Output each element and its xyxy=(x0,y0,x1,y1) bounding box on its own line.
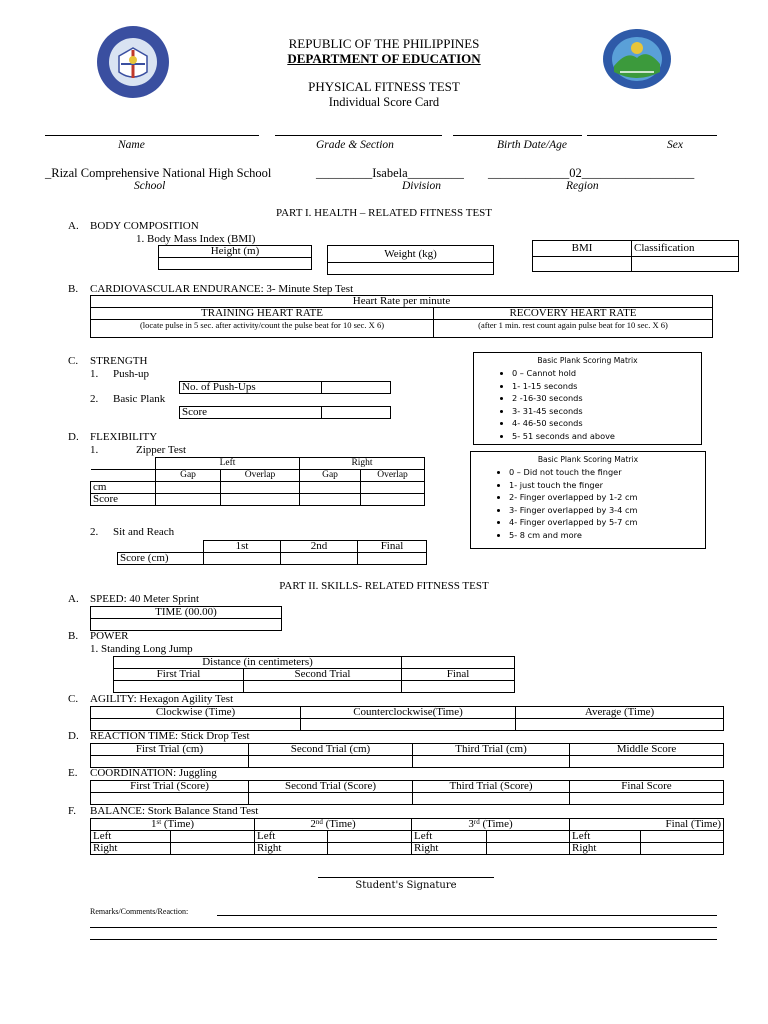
long-jump-cell[interactable] xyxy=(244,681,402,693)
zipper-cm-label: cm xyxy=(91,482,156,494)
training-header: TRAINING HEART RATE xyxy=(91,308,434,320)
school-label: School xyxy=(134,180,166,192)
balance-cell[interactable] xyxy=(487,843,570,855)
pushup-header: No. of Push-Ups xyxy=(180,382,322,394)
balance-time-label: (Time) xyxy=(479,818,513,830)
coordination-t3-header: Third Trial (Score) xyxy=(413,781,570,793)
section-b-letter: B. xyxy=(68,283,79,295)
zipper-cell[interactable] xyxy=(300,482,361,494)
balance-title: BALANCE: Stork Balance Stand Test xyxy=(90,805,259,817)
zipper-table xyxy=(90,457,425,506)
part1-title: PART I. HEALTH – RELATED FITNESS TEST xyxy=(276,207,492,219)
zipper-cell[interactable] xyxy=(300,494,361,506)
balance-cell[interactable] xyxy=(641,831,724,843)
zipper-cell[interactable] xyxy=(221,494,300,506)
region-label: Region xyxy=(566,180,599,192)
bmi-table xyxy=(532,240,739,272)
division-label: Division xyxy=(402,180,441,192)
reaction-title: REACTION TIME: Stick Drop Test xyxy=(90,730,250,742)
coordination-t2-header: Second Trial (Score) xyxy=(249,781,413,793)
birth-line[interactable] xyxy=(453,135,582,136)
zipper-empty xyxy=(91,470,156,482)
reaction-cell[interactable] xyxy=(91,756,249,768)
coordination-table xyxy=(90,780,724,805)
balance-left-label: Left xyxy=(255,831,328,843)
pushup-table xyxy=(179,381,391,394)
training-note: (locate pulse in 5 sec. after activity/count the pulse beat for 10 sec. X 6) xyxy=(91,320,434,332)
power-title: POWER xyxy=(90,630,129,642)
balance-cell[interactable] xyxy=(328,831,412,843)
balance-third-num: 3 xyxy=(468,818,474,830)
sit-reach-table xyxy=(117,540,427,565)
counterclockwise-header: Counterclockwise(Time) xyxy=(301,707,516,719)
coordination-t1-header: First Trial (Score) xyxy=(91,781,249,793)
matrix1-item: • 0 – Cannot hold xyxy=(512,367,695,380)
matrix2-item: • 5- 8 cm and more xyxy=(509,529,699,542)
region-value[interactable]: _____________02__________________ xyxy=(488,166,695,180)
matrix1-title: Basic Plank Scoring Matrix xyxy=(537,356,638,365)
agility-cell[interactable] xyxy=(516,719,724,731)
zipper-overlap-header: Overlap xyxy=(221,470,300,482)
plank-table xyxy=(179,406,391,419)
agility-letter: C. xyxy=(68,693,79,705)
name-line[interactable] xyxy=(45,135,259,136)
zipper-cell[interactable] xyxy=(361,482,425,494)
distance-empty xyxy=(402,657,515,669)
long-jump-final-header: Final xyxy=(402,669,515,681)
zipper-label: Zipper Test xyxy=(136,444,187,456)
plank-score-header: Score xyxy=(180,407,322,419)
header-department: DEPARTMENT OF EDUCATION xyxy=(287,51,481,66)
clockwise-header: Clockwise (Time) xyxy=(91,707,301,719)
zipper-gap-header: Gap xyxy=(300,470,361,482)
balance-letter: F. xyxy=(68,805,76,817)
matrix1-item: • 1- 1-15 seconds xyxy=(512,380,695,393)
sit-reach-cell[interactable] xyxy=(358,553,427,565)
speed-letter: A. xyxy=(68,593,79,605)
long-jump-cell[interactable] xyxy=(114,681,244,693)
birth-label: Birth Date/Age xyxy=(497,139,567,151)
classification-header: Classification xyxy=(632,241,739,257)
height-cell[interactable] xyxy=(159,258,312,270)
plank-score-cell[interactable] xyxy=(322,407,391,419)
balance-right-label: Right xyxy=(570,843,641,855)
section-d-title: FLEXIBILITY xyxy=(90,431,158,443)
zipper-cell[interactable] xyxy=(221,482,300,494)
weight-table xyxy=(327,245,494,275)
zipper-right-header: Right xyxy=(300,458,425,470)
weight-cell[interactable] xyxy=(328,263,494,275)
balance-left-label: Left xyxy=(570,831,641,843)
school-value[interactable]: _Rizal Comprehensive National High School xyxy=(45,166,272,180)
grade-label: Grade & Section xyxy=(316,139,394,151)
agility-cell[interactable] xyxy=(91,719,301,731)
reaction-mid-header: Middle Score xyxy=(570,744,724,756)
matrix2-item: • 1- just touch the finger xyxy=(509,479,699,492)
pushup-cell[interactable] xyxy=(322,382,391,394)
form-subtitle: Individual Score Card xyxy=(328,95,440,109)
bmi-item: 1. Body Mass Index (BMI) xyxy=(136,233,256,245)
balance-right-label: Right xyxy=(255,843,328,855)
sit-reach-final-header: Final xyxy=(358,541,427,553)
balance-cell[interactable] xyxy=(171,843,255,855)
zipper-overlap-header: Overlap xyxy=(361,470,425,482)
classification-cell[interactable] xyxy=(632,257,739,272)
reaction-t2-header: Second Trial (cm) xyxy=(249,744,413,756)
section-c-title: STRENGTH xyxy=(90,355,148,367)
recovery-cell[interactable] xyxy=(434,331,713,338)
balance-time-label: (Time) xyxy=(322,818,356,830)
long-jump-label: 1. Standing Long Jump xyxy=(90,643,193,655)
name-label: Name xyxy=(118,139,145,151)
zipper-gap-header: Gap xyxy=(156,470,221,482)
speed-table xyxy=(90,606,282,631)
part2-title: PART II. SKILLS- RELATED FITNESS TEST xyxy=(279,580,489,592)
balance-second-sup: nd xyxy=(315,818,323,826)
coordination-final-header: Final Score xyxy=(570,781,724,793)
plank-label: Basic Plank xyxy=(113,393,166,405)
balance-table xyxy=(90,818,724,855)
reaction-cell[interactable] xyxy=(249,756,413,768)
coordination-cell[interactable] xyxy=(249,793,413,805)
coordination-cell[interactable] xyxy=(570,793,724,805)
balance-left-label: Left xyxy=(412,831,487,843)
height-header: Height (m) xyxy=(159,246,312,258)
remarks-line-1[interactable] xyxy=(217,915,717,916)
balance-cell[interactable] xyxy=(328,843,412,855)
balance-first-sup: st xyxy=(156,818,162,826)
recovery-note: (after 1 min. rest count again pulse beat for 10 sec. X 6) xyxy=(434,320,713,332)
heart-rate-header: Heart Rate per minute xyxy=(91,296,713,308)
signature-label: Student's Signature xyxy=(355,880,457,891)
sit-reach-cell[interactable] xyxy=(204,553,281,565)
reaction-cell[interactable] xyxy=(570,756,724,768)
plank-matrix-2 xyxy=(470,451,706,549)
sit-reach-empty xyxy=(118,541,204,553)
power-letter: B. xyxy=(68,630,79,642)
reaction-t3-header: Third Trial (cm) xyxy=(413,744,570,756)
balance-third-sup: rd xyxy=(473,818,480,826)
recovery-header: RECOVERY HEART RATE xyxy=(434,308,713,320)
zipper-left-header: Left xyxy=(156,458,300,470)
balance-final-header: Final (Time) xyxy=(570,819,724,831)
zipper-cell[interactable] xyxy=(156,482,221,494)
matrix1-item: • 4- 46-50 seconds xyxy=(512,417,695,430)
heart-rate-table xyxy=(90,295,713,338)
height-table xyxy=(158,245,312,270)
agility-cell[interactable] xyxy=(301,719,516,731)
long-jump-first-header: First Trial xyxy=(114,669,244,681)
matrix2-item: • 4- Finger overlapped by 5-7 cm xyxy=(509,516,699,529)
coordination-letter: E. xyxy=(68,767,78,779)
matrix2-item: • 2- Finger overlapped by 1-2 cm xyxy=(509,491,699,504)
speed-time-cell[interactable] xyxy=(91,619,282,631)
matrix2-title: Basic Plank Scoring Matrix xyxy=(537,455,639,464)
section-a-letter: A. xyxy=(68,220,79,232)
header-republic: REPUBLIC OF THE PHILIPPINES xyxy=(288,36,480,51)
sit-reach-num: 2. xyxy=(90,526,99,538)
plank-num: 2. xyxy=(90,393,99,405)
training-cell[interactable] xyxy=(91,331,434,338)
section-c-letter: C. xyxy=(68,355,79,367)
reaction-letter: D. xyxy=(68,730,79,742)
weight-header: Weight (kg) xyxy=(328,246,494,263)
signature-line[interactable] xyxy=(318,877,494,878)
balance-second-num: 2 xyxy=(310,818,316,830)
sit-reach-first-header: 1st xyxy=(204,541,281,553)
balance-right-label: Right xyxy=(412,843,487,855)
reaction-table xyxy=(90,743,724,768)
coordination-cell[interactable] xyxy=(413,793,570,805)
speed-time-header: TIME (00.00) xyxy=(91,607,282,619)
balance-time-label: (Time) xyxy=(161,818,195,830)
matrix1-item: • 5- 51 seconds and above xyxy=(512,430,695,443)
remarks-line-2[interactable] xyxy=(90,927,717,928)
speed-title: SPEED: 40 Meter Sprint xyxy=(90,593,200,605)
zipper-empty xyxy=(91,458,156,470)
balance-second-header xyxy=(255,819,412,831)
balance-cell[interactable] xyxy=(487,831,570,843)
average-header: Average (Time) xyxy=(516,707,724,719)
balance-right-label: Right xyxy=(91,843,171,855)
coordination-cell[interactable] xyxy=(91,793,249,805)
matrix1-item: • 2 -16-30 seconds xyxy=(512,392,695,405)
sex-line[interactable] xyxy=(587,135,717,136)
section-b-title: CARDIOVASCULAR ENDURANCE: 3- Minute Step Test xyxy=(90,283,354,295)
form-title: PHYSICAL FITNESS TEST xyxy=(308,79,460,94)
balance-cell[interactable] xyxy=(171,831,255,843)
section-d-letter: D. xyxy=(68,431,79,443)
zipper-cell[interactable] xyxy=(361,494,425,506)
plank-matrix-1 xyxy=(473,352,702,445)
reaction-t1-header: First Trial (cm) xyxy=(91,744,249,756)
bmi-cell[interactable] xyxy=(533,257,632,272)
long-jump-table xyxy=(113,656,515,693)
section-a-title: BODY COMPOSITION xyxy=(90,220,199,232)
matrix1-item: • 3- 31-45 seconds xyxy=(512,405,695,418)
zipper-num: 1. xyxy=(90,444,99,456)
sit-reach-label: Sit and Reach xyxy=(113,526,175,538)
zipper-cell[interactable] xyxy=(156,494,221,506)
pushup-label: Push-up xyxy=(113,368,150,380)
balance-left-label: Left xyxy=(91,831,171,843)
balance-cell[interactable] xyxy=(641,843,724,855)
zipper-score-label: Score xyxy=(91,494,156,506)
distance-header: Distance (in centimeters) xyxy=(114,657,402,669)
balance-first-num: 1 xyxy=(150,818,157,830)
bmi-header: BMI xyxy=(533,241,632,257)
pushup-num: 1. xyxy=(90,368,99,380)
coordination-title: COORDINATION: Juggling xyxy=(90,767,217,779)
sit-reach-cell[interactable] xyxy=(281,553,358,565)
matrix2-item: • 0 – Did not touch the finger xyxy=(509,466,699,479)
division-value[interactable]: _________Isabela_________ xyxy=(316,166,464,180)
long-jump-second-header: Second Trial xyxy=(244,669,402,681)
sex-label: Sex xyxy=(667,139,683,151)
remarks-line-3[interactable] xyxy=(90,939,717,940)
grade-line[interactable] xyxy=(275,135,442,136)
agility-title: AGILITY: Hexagon Agility Test xyxy=(90,693,234,705)
balance-first-header xyxy=(91,819,255,831)
remarks-label: Remarks/Comments/Reaction: xyxy=(90,907,189,916)
sit-reach-score-label: Score (cm) xyxy=(118,553,204,565)
balance-third-header xyxy=(412,819,570,831)
matrix2-item: • 3- Finger overlapped by 3-4 cm xyxy=(509,504,699,517)
long-jump-cell[interactable] xyxy=(402,681,515,693)
sit-reach-second-header: 2nd xyxy=(281,541,358,553)
agility-table xyxy=(90,706,724,731)
reaction-cell[interactable] xyxy=(413,756,570,768)
